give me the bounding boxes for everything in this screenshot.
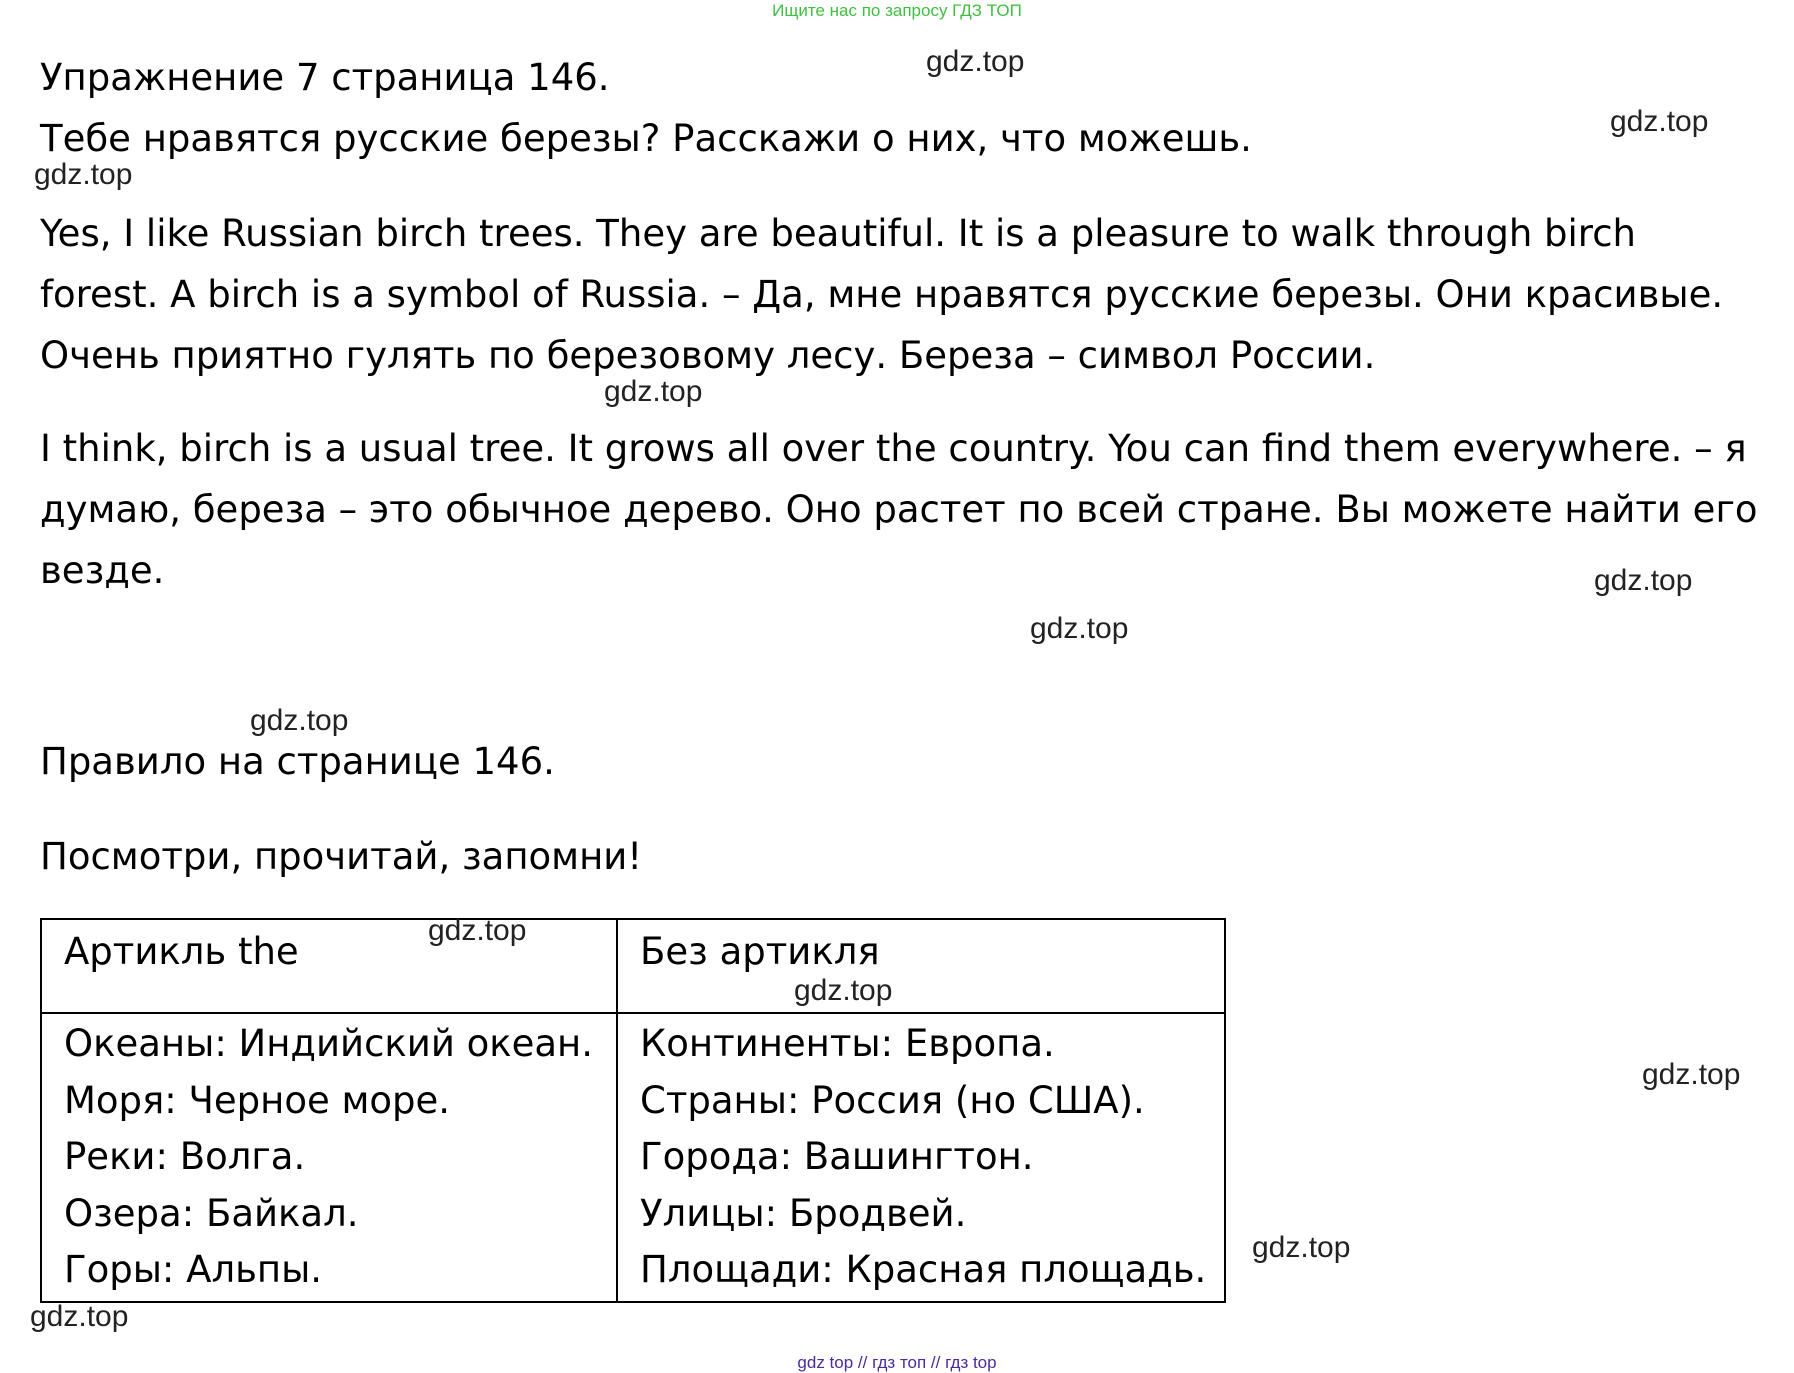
watermark: gdz.top [926, 45, 1025, 78]
watermark: gdz.top [794, 974, 893, 1007]
rule-subtitle: Посмотри, прочитай, запомни! [40, 835, 643, 878]
list-item: Горы: Альпы. [64, 1248, 323, 1291]
footer-links[interactable]: gdz top // гдз топ // гдз top [797, 1353, 997, 1372]
rule-title: Правило на странице 146. [40, 740, 555, 783]
answer-paragraph-1 [40, 203, 1723, 386]
watermark: gdz.top [30, 1300, 129, 1333]
table-header-row [41, 919, 1225, 1013]
list-item: Города: Вашингтон. [640, 1135, 1034, 1178]
answer-line: I think, birch is a usual tree. It grows all over the country. You can find them everywhere. – я [40, 427, 1747, 470]
with-article-cell [41, 1013, 617, 1302]
answer-line: Очень приятно гулять по березовому лесу. Береза – символ России. [40, 334, 1376, 377]
watermark: gdz.top [1594, 564, 1693, 597]
list-item: Реки: Волга. [64, 1135, 306, 1178]
list-item: Страны: Россия (но США). [640, 1078, 1145, 1122]
search-banner[interactable]: Ищите нас по запросу ГДЗ ТОП [772, 1, 1022, 20]
answer-line: Yes, I like Russian birch trees. They are beautiful. It is a pleasure to walk through birch [40, 212, 1636, 255]
column-header-without-article: Без артикля [617, 919, 1225, 1013]
list-item: Улицы: Бродвей. [640, 1191, 967, 1235]
answer-paragraph-2 [40, 418, 1758, 601]
watermark: gdz.top [1030, 612, 1129, 645]
list-item: Океаны: Индийский океан. [64, 1022, 594, 1065]
watermark: gdz.top [1252, 1231, 1351, 1264]
watermark: gdz.top [34, 158, 133, 191]
watermark: gdz.top [1642, 1058, 1741, 1091]
exercise-question: Тебе нравятся русские березы? Расскажи о них, что можешь. [40, 117, 1252, 160]
watermark: gdz.top [428, 914, 527, 947]
watermark: gdz.top [1610, 105, 1709, 138]
article-rule-table [40, 918, 1226, 1303]
list-item: Озера: Байкал. [64, 1191, 359, 1235]
exercise-title: Упражнение 7 страница 146. [40, 56, 610, 99]
list-item: Моря: Черное море. [64, 1078, 451, 1122]
list-item: Площади: Красная площадь. [640, 1248, 1207, 1291]
watermark: gdz.top [604, 375, 703, 408]
answer-line: forest. A birch is a symbol of Russia. – Да, мне нравятся русские березы. Они красивые. [40, 273, 1724, 316]
answer-line: везде. [40, 549, 165, 592]
answer-line: думаю, береза – это обычное дерево. Оно растет по всей стране. Вы можете найти его [40, 488, 1758, 531]
table-row [41, 1013, 1225, 1302]
watermark: gdz.top [250, 704, 349, 737]
list-item: Континенты: Европа. [640, 1022, 1055, 1065]
without-article-cell [617, 1013, 1225, 1302]
column-header-with-article: Артикль the [41, 919, 617, 1013]
